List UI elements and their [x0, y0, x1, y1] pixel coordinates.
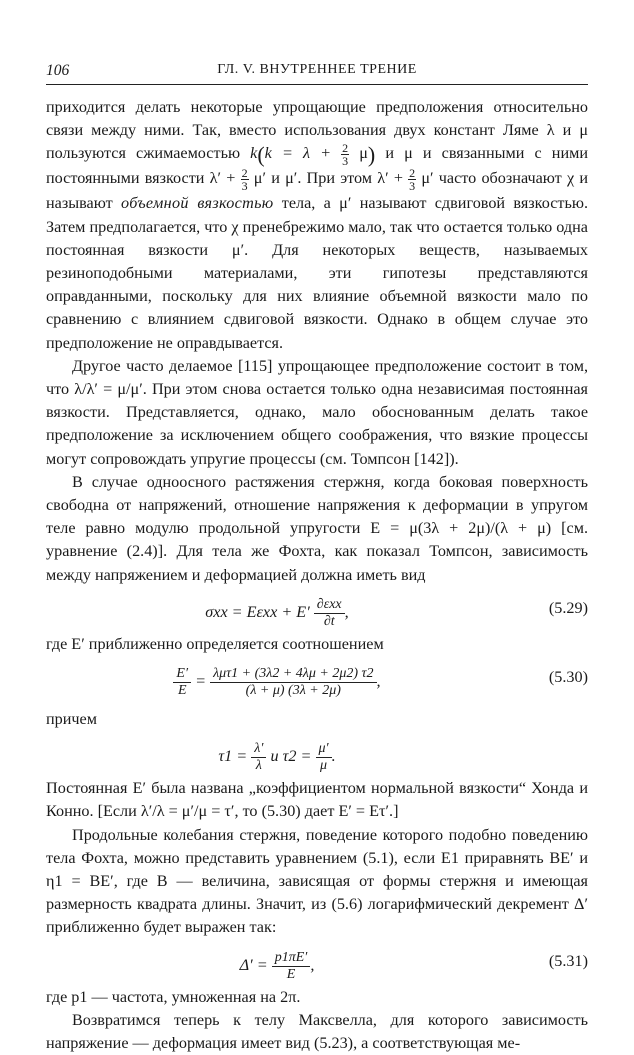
paragraph-1 — [46, 96, 588, 355]
equation-tau — [46, 731, 588, 777]
paragraph-6: Возвратимся теперь к телу Максвелла, для которого зависимость напряжение — деформация имеет вид (5.23), а соответствующая ме- — [46, 1010, 588, 1053]
equation-5-30 — [46, 656, 588, 708]
paragraph-1-text-d: μ′ часто обозначают χ и называют — [46, 169, 589, 213]
close-paren: ) — [367, 142, 376, 168]
where-line-1: где E′ приближенно определяется соотношением — [46, 634, 384, 653]
equation-tau-body: τ1 = $\frac{\lambda'}{\lambda}$ и τ2 = $\frac{\mu'}{\mu}$ . — [218, 741, 336, 774]
paragraph-5: Продольные колебания стержня, поведение которого подобно поведению тела Фохта, можно представить уравнением (5.1), если E1 приравнять BE′ и η1 = BE′, где B — величина, зависящая от формы стержня и имеющая размерность квадрата длины. Значит, из (5.6) логарифмический декремент Δ′ приближенно будет выражен так: — [46, 825, 588, 937]
tau1-fraction: $\frac{\lambda'}{\lambda}$ — [251, 741, 266, 774]
mu-symbol: μ — [359, 144, 368, 163]
paragraph-1-text-b: и μ и связанными с ними постоянными вязкости λ′ + — [46, 144, 589, 188]
equation-number-5-30: (5.30) — [548, 668, 588, 687]
open-paren: ( — [257, 142, 265, 168]
equation-5-29 — [46, 587, 588, 633]
equation-5-31 — [46, 940, 588, 986]
fraction-two-thirds-a: $\frac{2}{3}$ — [342, 141, 349, 169]
paragraph-1-text-a: приходится делать некоторые упрощающие предположения относительно связи между ними. Так, вместо использования двух констант Ляме λ и μ пользуются сжимаемостью — [46, 98, 588, 163]
fraction-two-thirds-c: $\frac{2}{3}$ — [409, 166, 416, 194]
page-body — [46, 96, 588, 1055]
paragraph-4: Постоянная E′ была названа „коэффициентом нормальной вязкости“ Хонда и Конно. [Если λ′/λ = μ′/μ = τ′, то (5.30) дает E′ = Eτ′.] — [46, 779, 588, 821]
k-symbol: k — [250, 144, 258, 163]
e-prime-over-e: $\frac{E'}{E}$ — [173, 666, 191, 699]
chapter-title: ГЛ. V. ВНУТРЕННЕЕ ТРЕНИЕ — [217, 62, 417, 77]
prichem-line: причем — [46, 710, 97, 729]
equation-number-5-29: (5.29) — [548, 598, 588, 617]
equation-5-29-body: σxx = Eεxx + E′ $\frac{\text{∂εxx}}{\partial t}$ , — [205, 596, 349, 629]
partial-derivative-fraction: $\frac{\text{∂εxx}}{\partial t}$ — [314, 597, 345, 630]
running-header — [46, 62, 588, 85]
emphasized-term: объемной вязкостью — [121, 194, 274, 213]
paragraph-1-text-c: μ′ и μ′. При этом λ′ + — [248, 169, 409, 188]
tau2-fraction: $\frac{\mu'}{\mu}$ — [316, 741, 332, 774]
k-expression: k = λ + — [264, 144, 342, 163]
where-line-2: где p1 — частота, умноженная на 2π. — [46, 987, 301, 1006]
paragraph-1-text-e: тела, а μ′ называют сдвиговой вязкостью. Затем предполагается, что χ пренебрежимо мало, так что остается только одна постоянная вязкости μ′. Для некоторых веществ, называемых резиноподобными материалами, эти гипотезы представляются оправданными, поскольку для них влияние объемной вязкости мало по сравнению с влиянием сдвиговой вязкости. Однако в общем случае это предположение не оправдывается. — [46, 194, 588, 352]
paragraph-2: Другое часто делаемое [115] упрощающее предположение состоит в том, что λ/λ′ = μ/μ′. При этом снова остается только одна независимая постоянная вязкости. Представляется, однако, мало обоснованным делать такое предположение за исключением общего соображения, что вязкие процессы могут сопровождать упругие процессы (см. Томпсон [142]). — [46, 356, 588, 468]
decrement-fraction: $\frac{p1\pi E'}{E}$ — [272, 950, 311, 983]
equation-5-30-body: $\frac{E'}{E}$ = $\frac{\text{λμτ1 + (3λ2 + 4λμ + 2μ2) τ2}}{(\lambda + \mu) (3\lambda + 2\mu)}$ , — [46, 666, 508, 699]
viscosity-ratio-fraction: $\frac{\text{λμτ1 + (3λ2 + 4λμ + 2μ2) τ2}}{(\lambda + \mu) (3\lambda + 2\mu)}$ — [210, 666, 376, 699]
equation-5-31-body: Δ′ = $\frac{p1\pi E'}{E}$ , — [239, 949, 315, 982]
fraction-two-thirds-b: $\frac{2}{3}$ — [241, 166, 248, 194]
equation-number-5-31: (5.31) — [548, 951, 588, 970]
page-number: 106 — [46, 62, 70, 79]
paragraph-3: В случае одноосного растяжения стержня, когда боковая поверхность свободна от напряжений, отношение напряжения к деформации в упругом теле равно модулю продольной упругости E = μ(3λ + 2μ)/(λ + μ) [см. уравнение (2.4)]. Для тела же Фохта, как показал Томпсон, зависимость между напряжением и деформацией должна иметь вид — [46, 472, 588, 584]
